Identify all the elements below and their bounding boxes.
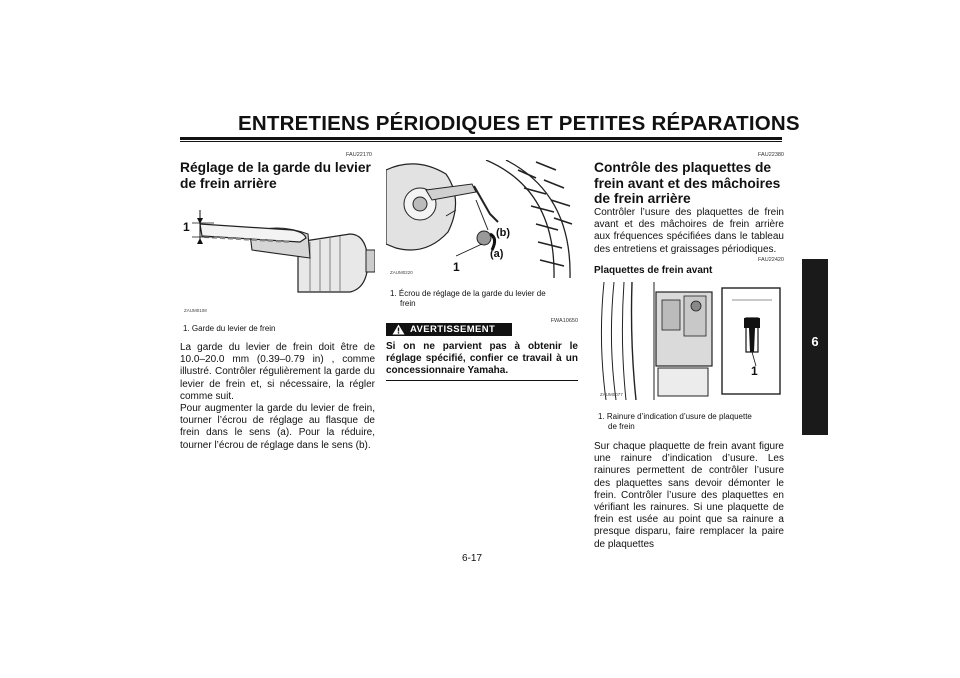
section-heading-pads-shoes: Contrôle des plaquettes de frein avant et des mâchoires de frein arrière bbox=[594, 160, 781, 206]
figure-brake-pad bbox=[596, 282, 784, 400]
warning-rule bbox=[386, 380, 578, 381]
section-code: FAU22380 bbox=[758, 152, 784, 158]
paragraph: La garde du levier de frein doit être de 10.0–20.0 mm (0.39–0.79 in) , comme illustré. Contrôler régulièrement la garde du levier de frein et, si nécessaire, la régler comme suit. bbox=[180, 342, 375, 402]
figure-caption bbox=[598, 412, 786, 432]
figure-callout: 1 bbox=[183, 220, 190, 234]
subsection-heading: Plaquettes de frein avant bbox=[594, 265, 713, 276]
intro-paragraph: Contrôler l’usure des plaquettes de frein avant et des mâchoires de frein arrière aux fréquences spécifiées dans le tableau des entretiens et graissages périodiques. bbox=[594, 207, 784, 255]
brake-pad-illustration bbox=[596, 282, 784, 400]
section-heading-rear-lever: Réglage de la garde du levier de frein arrière bbox=[180, 160, 371, 191]
figure-brake-adjuster bbox=[386, 160, 578, 278]
caption-line: frein bbox=[400, 299, 416, 308]
brake-lever-illustration bbox=[180, 198, 375, 316]
figure-brake-lever bbox=[180, 198, 375, 316]
warning-icon bbox=[392, 324, 405, 335]
header-rule bbox=[180, 137, 782, 140]
figure-caption bbox=[390, 289, 580, 309]
caption-line: de frein bbox=[608, 422, 635, 431]
warning-label: AVERTISSEMENT bbox=[410, 324, 496, 335]
figure-id: ZAUM0077 bbox=[600, 392, 623, 397]
figure-id: ZAUM0108 bbox=[184, 308, 207, 313]
body-paragraph: Sur chaque plaquette de frein avant figure une rainure d’indication d’usure. Les rainures permettent de contrôler l’usure des plaquettes sans devoir démonter le frein. Contrôler l’usure des plaquettes en vérifiant les rainures. Si une plaquette de frein est usée au point que sa rainure a presque disparu, faire remplacer la paire de plaquettes bbox=[594, 441, 784, 550]
page-header-title: ENTRETIENS PÉRIODIQUES ET PETITES RÉPARATIONS bbox=[238, 112, 800, 135]
warning-text: Si on ne parvient pas à obtenir le réglage spécifié, confier ce travail à un concessionnaire Yamaha. bbox=[386, 341, 578, 377]
figure-id: ZAUM0220 bbox=[390, 270, 413, 275]
section-code: FAU22170 bbox=[346, 152, 372, 158]
subsection-code: FAU22420 bbox=[758, 257, 784, 263]
paragraph: Pour augmenter la garde du levier de frein, tourner l’écrou de réglage au flasque de frein dans le sens (a). Pour la réduire, tourner l’écrou de réglage dans le sens (b). bbox=[180, 403, 375, 451]
caption-line: 1. Écrou de réglage de la garde du levier de bbox=[390, 289, 546, 298]
figure-callout: 1 bbox=[751, 364, 758, 378]
warning-banner bbox=[386, 323, 512, 336]
brake-adjuster-illustration bbox=[386, 160, 578, 278]
figure-caption: 1. Garde du levier de frein bbox=[183, 324, 276, 333]
chapter-tab-number: 6 bbox=[811, 334, 819, 349]
figure-callout: 1 bbox=[453, 260, 460, 274]
caption-line: 1. Rainure d’indication d’usure de plaquette bbox=[598, 412, 752, 421]
warning-code: FWA10650 bbox=[550, 318, 578, 324]
header-rule-thin bbox=[180, 141, 782, 142]
direction-b-label: (b) bbox=[496, 227, 511, 239]
page-number: 6-17 bbox=[462, 553, 483, 564]
direction-a-label: (a) bbox=[490, 248, 504, 260]
